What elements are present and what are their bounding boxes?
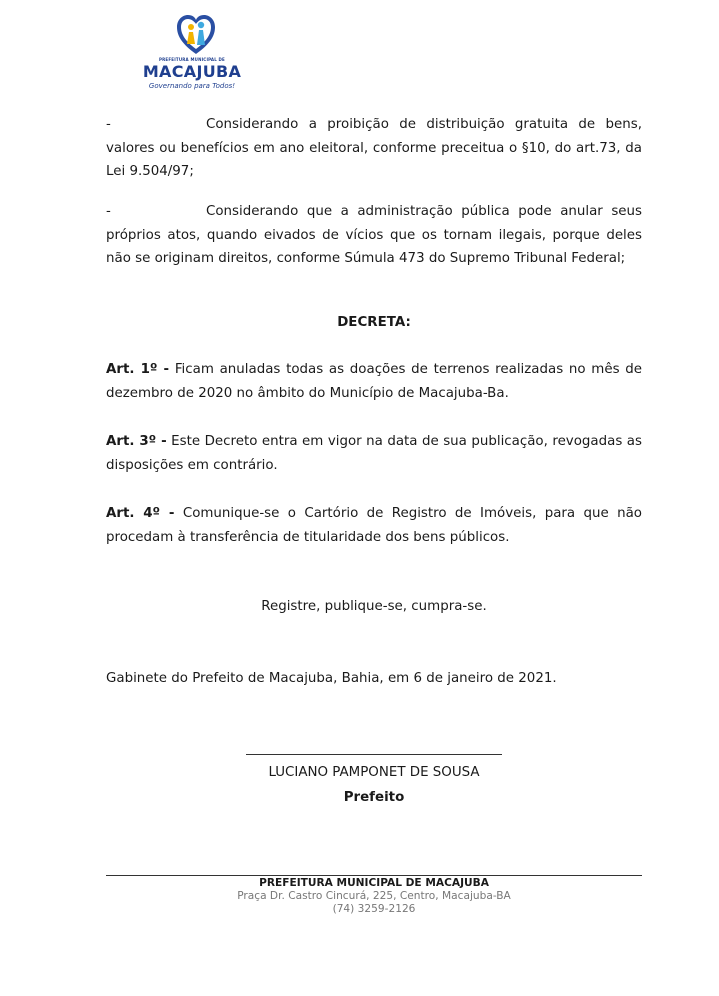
logo-small-text: PREFEITURA MUNICIPAL DE	[159, 57, 225, 62]
municipal-logo	[136, 14, 252, 88]
article-label: Art. 4º -	[106, 506, 175, 521]
gabinete-line: Gabinete do Prefeito de Macajuba, Bahia, em 6 de janeiro de 2021.	[106, 671, 557, 686]
decreta-heading: DECRETA:	[337, 315, 411, 330]
paragraph-text: Considerando que a administração pública pode anular seus próprios atos, quando eivados de vícios que os tornam ilegais, porque deles não se originam direitos, conforme Súmula 473 do Supremo Tribunal Federal;	[106, 204, 642, 267]
footer-address: Praça Dr. Castro Cincurá, 225, Centro, Macajuba-BA	[237, 890, 511, 902]
article-text: Este Decreto entra em vigor na data de sua publicação, revogadas as disposições em contrário.	[106, 434, 642, 473]
article-4	[106, 502, 642, 549]
article-label: Art. 1º -	[106, 362, 170, 377]
footer-divider	[106, 875, 642, 876]
footer-org: PREFEITURA MUNICIPAL DE MACAJUBA	[259, 877, 489, 889]
paragraph-text: Considerando a proibição de distribuição gratuita de bens, valores ou benefícios em ano eleitoral, conforme preceitua o §10, do art.73, da Lei 9.504/97;	[106, 117, 642, 180]
paragraph-dash: -	[106, 204, 111, 219]
heart-family-icon	[176, 14, 216, 56]
signature-line	[246, 754, 502, 755]
article-text: Ficam anuladas todas as doações de terrenos realizadas no mês de dezembro de 2020 no âmbito do Município de Macajuba-Ba.	[106, 362, 642, 401]
paragraph-considerando-1	[106, 113, 642, 184]
registre-line: Registre, publique-se, cumpra-se.	[261, 599, 487, 614]
signature-title: Prefeito	[343, 790, 405, 805]
signature-name: LUCIANO PAMPONET DE SOUSA	[268, 765, 480, 780]
article-3	[106, 430, 642, 477]
footer-phone: (74) 3259-2126	[332, 903, 416, 915]
article-1	[106, 358, 642, 405]
article-label: Art. 3º -	[106, 434, 167, 449]
logo-slogan: Governando para Todos!	[148, 82, 236, 90]
paragraph-dash: -	[106, 117, 111, 132]
logo-name: MACAJUBA	[142, 62, 242, 81]
paragraph-considerando-2	[106, 200, 642, 271]
article-text: Comunique-se o Cartório de Registro de Imóveis, para que não procedam à transferência de titularidade dos bens públicos.	[106, 506, 642, 545]
